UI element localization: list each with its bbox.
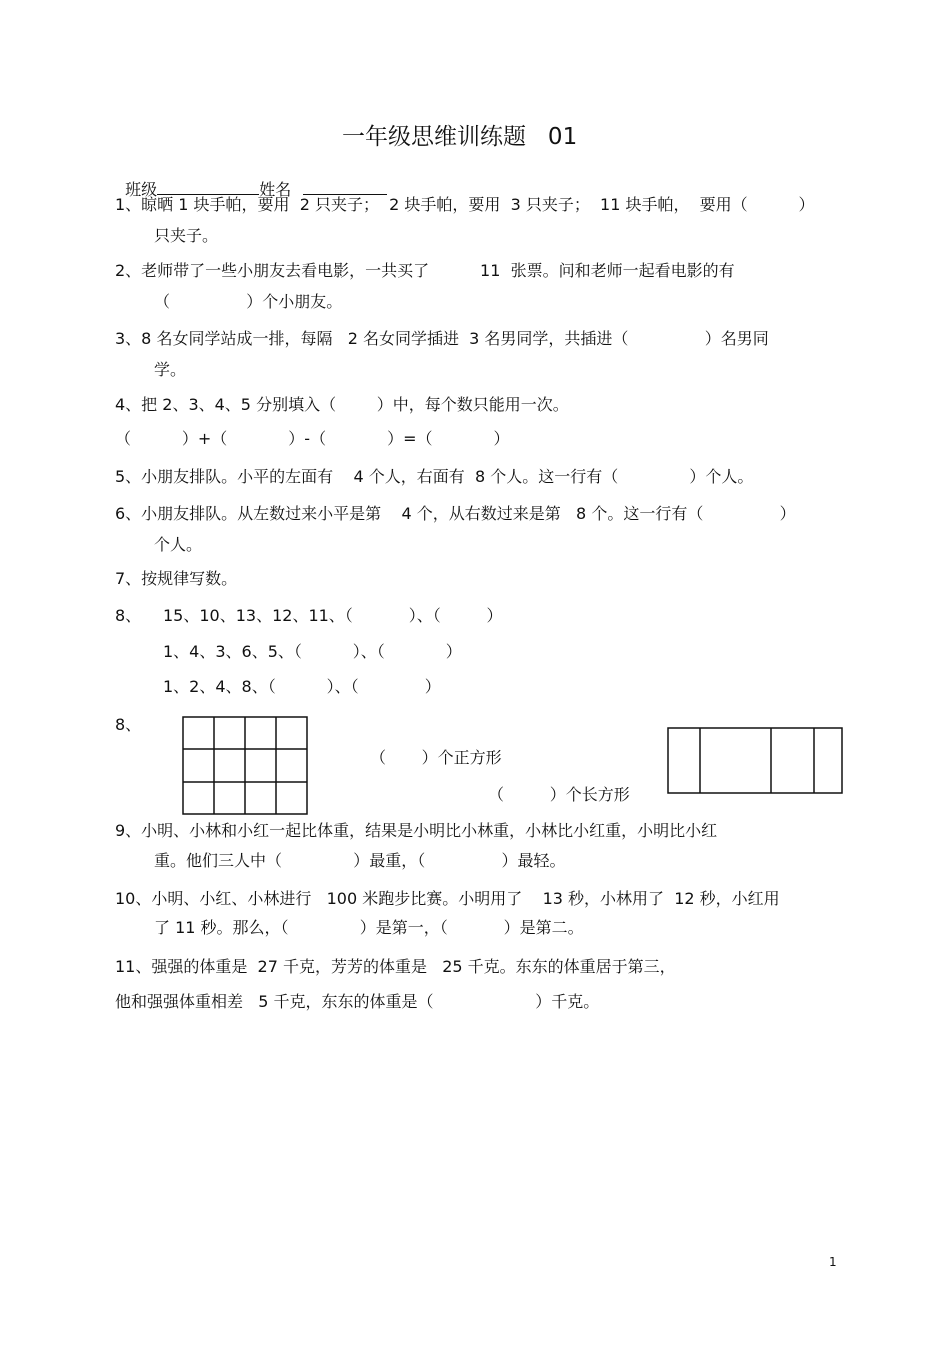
sequence-row-2: 1、4、3、6、5、（ ）、（ ） xyxy=(163,642,462,661)
question-11-line-1: 11、强强的体重是 27 千克，芳芳的体重是 25 千克。东东的体重居于第三， xyxy=(115,957,676,976)
page-number: 1 xyxy=(829,1255,837,1269)
question-6-line-2: 个人。 xyxy=(154,535,203,554)
question-11-line-2: 他和强强体重相差 5 千克，东东的体重是（ ）千克。 xyxy=(115,992,600,1011)
question-3-line-1: 3、8 名女同学站成一排，每隔 2 名女同学插进 3 名男同学，共插进（ ）名男同 xyxy=(115,329,769,348)
sequence-row-1: 15、10、13、12、11、（ ）、（ ） xyxy=(163,606,503,625)
class-label: 班级 xyxy=(125,180,158,199)
question-6-line-1: 6、小朋友排队。从左数过来小平是第 4 个，从右数过来是第 8 个。这一行有（ ） xyxy=(115,504,796,523)
page-title: 一年级思维训练题 01 xyxy=(342,124,578,150)
question-7: 7、按规律写数。 xyxy=(115,569,238,588)
name-label: 姓名 xyxy=(259,180,292,199)
question-8a-number: 8、 xyxy=(115,606,142,625)
squares-count-text: （ ）个正方形 xyxy=(370,748,502,767)
square-grid-figure xyxy=(182,716,309,816)
question-1-line-2: 只夹子。 xyxy=(154,226,219,245)
rectangle-strip-figure xyxy=(667,727,844,795)
question-9-line-2: 重。他们三人中（ ）最重，（ ）最轻。 xyxy=(154,851,566,870)
sequence-row-3: 1、2、4、8、（ ）、（ ） xyxy=(163,677,441,696)
question-2-line-1: 2、老师带了一些小朋友去看电影，一共买了 11 张票。问和老师一起看电影的有 xyxy=(115,261,735,280)
question-1-line-1: 1、晾晒 1 块手帕，要用 2 只夹子； 2 块手帕，要用 3 只夹子； 11 块手帕， 要用（ ） xyxy=(115,195,815,214)
question-10-line-1: 10、小明、小红、小林进行 100 米跑步比赛。小明用了 13 秒，小林用了 12 秒，小红用 xyxy=(115,889,780,908)
question-4-line-1: 4、把 2、3、4、5 分别填入（ ）中，每个数只能用一次。 xyxy=(115,395,569,414)
name-blank[interactable] xyxy=(303,178,387,195)
class-blank[interactable] xyxy=(157,178,259,195)
question-8b-number: 8、 xyxy=(115,715,142,734)
question-3-line-2: 学。 xyxy=(154,360,187,379)
question-4-equation: （ ）+（ ）-（ ）=（ ） xyxy=(115,429,510,448)
question-5: 5、小朋友排队。小平的左面有 4 个人，右面有 8 个人。这一行有（ ）个人。 xyxy=(115,467,754,486)
rectangles-count-text: （ ）个长方形 xyxy=(488,785,630,804)
question-9-line-1: 9、小明、小林和小红一起比体重，结果是小明比小林重，小林比小红重，小明比小红 xyxy=(115,821,718,840)
question-10-line-2: 了 11 秒。那么，（ ）是第一，（ ）是第二。 xyxy=(154,918,584,937)
question-2-line-2: （ ）个小朋友。 xyxy=(154,292,343,311)
header-fields xyxy=(115,158,387,200)
